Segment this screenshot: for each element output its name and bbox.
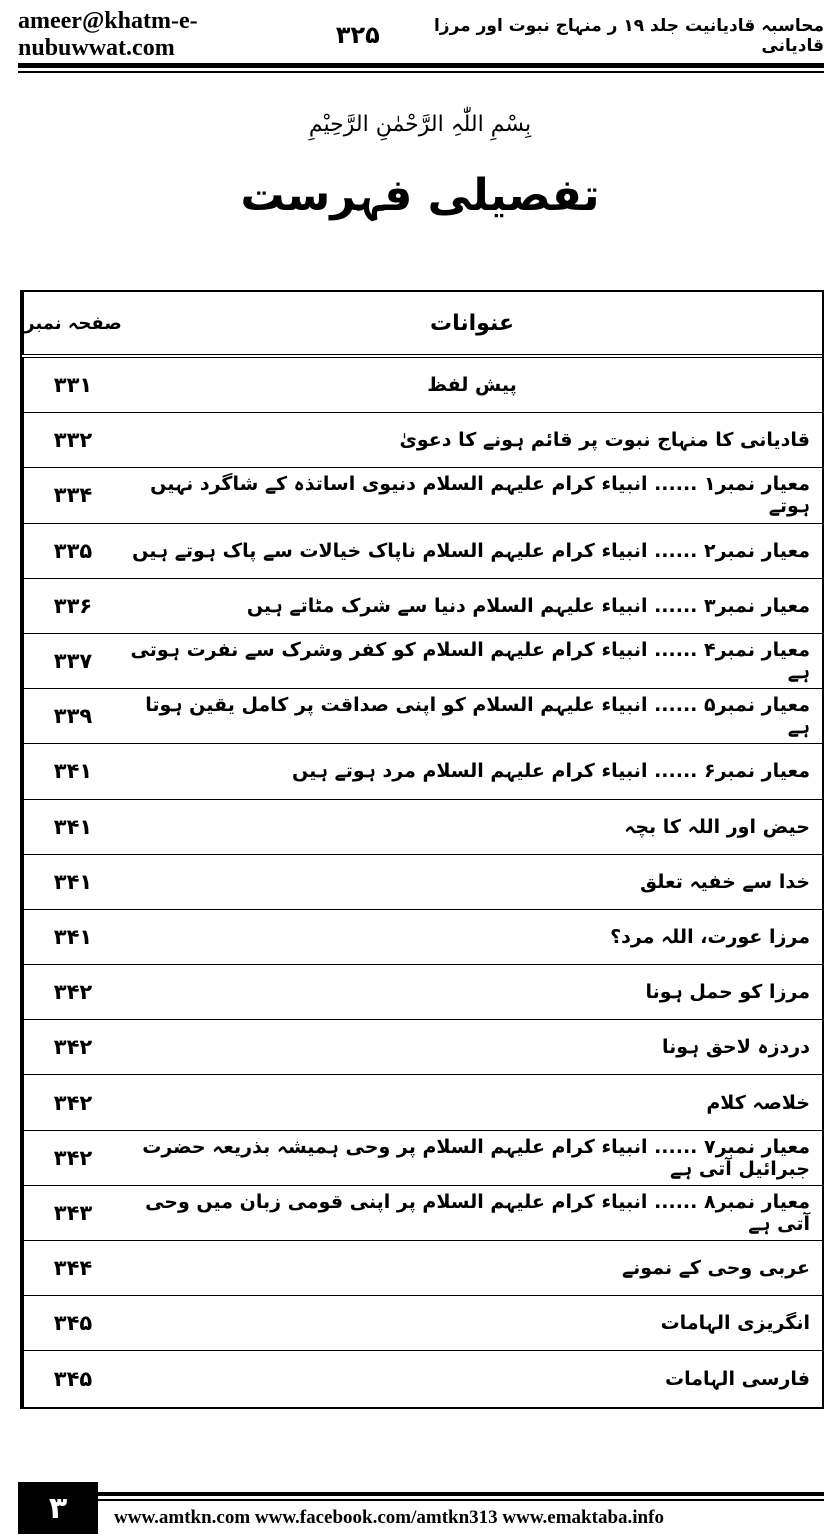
toc-header-row (22, 292, 822, 358)
toc-entry-title: مرزا کو حمل ہونا (645, 981, 810, 1004)
toc-row (22, 413, 822, 468)
toc-row (22, 965, 822, 1020)
toc-row (22, 1131, 822, 1186)
header-email: ameer@khatm-e-nubuwwat.com (18, 8, 198, 61)
toc-row (22, 468, 822, 523)
toc-entry-title: معیار نمبر۱ ...... انبیاء کرام علیہم السلام دنیوی اساتذہ کے شاگرد نہیں ہوتے (150, 473, 810, 518)
toc-entry-title: فارسی الہامات (665, 1367, 810, 1390)
toc-entry-page: ۳۴۳ (22, 1186, 122, 1240)
toc-entry-page: ۳۴۲ (22, 1131, 122, 1185)
toc-row (22, 634, 822, 689)
toc-body (22, 358, 822, 1407)
toc-entry-page: ۳۳۴ (22, 468, 122, 522)
toc-row (22, 1075, 822, 1130)
toc-entry-title: معیار نمبر۳ ...... انبیاء علیہم السلام دنیا سے شرک مٹاتے ہیں (246, 594, 810, 617)
toc-entry-page: ۳۴۱ (22, 910, 122, 964)
toc-entry-title: معیار نمبر۵ ...... انبیاء علیہم السلام کو اپنی صداقت پر کامل یقین ہوتا ہے (145, 694, 810, 739)
toc-entry-title: خدا سے خفیہ تعلق (640, 870, 810, 893)
page-footer (18, 1482, 824, 1534)
toc-entry-title: خلاصہ کلام (706, 1091, 810, 1114)
header-right (336, 15, 824, 56)
toc-entry-title: معیار نمبر۶ ...... انبیاء کرام علیہم السلام مرد ہوتے ہیں (291, 760, 810, 783)
toc-entry-title: قادیانی کا منہاج نبوت پر قائم ہونے کا دعویٰ (399, 429, 810, 452)
toc-row (22, 1020, 822, 1075)
toc-entry-page: ۳۳۶ (22, 579, 122, 633)
toc-row (22, 358, 822, 413)
book-title: محاسبہ قادیانیت جلد ۱۹ ر منہاج نبوت اور مرزا قادیانی (433, 15, 824, 56)
toc-table (20, 290, 824, 1409)
toc-row (22, 1186, 822, 1241)
toc-entry-page: ۳۳۷ (22, 634, 122, 688)
toc-entry-title: انگریزی الہامات (660, 1312, 810, 1335)
toc-row (22, 689, 822, 744)
toc-entry-page: ۳۴۴ (22, 1241, 122, 1295)
toc-entry-title: حیض اور اللہ کا بچہ (624, 815, 810, 838)
column-header-title: عنوانات (430, 310, 514, 336)
page-title: تفصیلی فہرست (240, 170, 600, 221)
toc-entry-title: معیار نمبر۸ ...... انبیاء کرام علیہم السلام پر اپنی قومی زبان میں وحی آتی ہے (145, 1190, 810, 1235)
toc-entry-title: معیار نمبر۲ ...... انبیاء کرام علیہم السلام ناپاک خیالات سے پاک ہوتے ہیں (132, 539, 810, 562)
toc-entry-page: ۳۴۵ (22, 1351, 122, 1406)
toc-row (22, 1296, 822, 1351)
toc-entry-title: دردزہ لاحق ہونا (661, 1036, 810, 1059)
bismillah: بِسْمِ اللّٰہِ الرَّحْمٰنِ الرَّحِیْمِ (308, 112, 532, 137)
toc-entry-page: ۳۴۱ (22, 744, 122, 798)
toc-entry-page: ۳۴۲ (22, 965, 122, 1019)
toc-entry-page: ۳۴۲ (22, 1075, 122, 1129)
toc-entry-page: ۳۳۱ (22, 358, 122, 412)
footer-rule-thin (98, 1499, 824, 1501)
footer-page-number: ۳ (18, 1482, 98, 1534)
column-header-page: صفحہ نمبر (22, 292, 122, 354)
toc-entry-page: ۳۳۲ (22, 413, 122, 467)
toc-entry-page: ۳۴۱ (22, 800, 122, 854)
toc-entry-page: ۳۴۲ (22, 1020, 122, 1074)
toc-row (22, 744, 822, 799)
toc-entry-page: ۳۳۹ (22, 689, 122, 743)
header-rule-thin (18, 71, 824, 73)
footer-links: www.amtkn.com www.facebook.com/amtkn313 www.emaktaba.info (114, 1507, 664, 1528)
toc-row (22, 800, 822, 855)
page-header (18, 10, 824, 60)
header-page-number: ۳۲۵ (335, 21, 380, 49)
header-rule (18, 63, 824, 68)
toc-row (22, 910, 822, 965)
toc-row (22, 524, 822, 579)
footer-rule (98, 1492, 824, 1496)
toc-entry-title: معیار نمبر۷ ...... انبیاء کرام علیہم السلام پر وحی ہمیشہ بذریعہ حضرت جبرائیل آتی ہے (142, 1135, 810, 1180)
toc-entry-page: ۳۳۵ (22, 524, 122, 578)
toc-entry-page: ۳۴۱ (22, 855, 122, 909)
toc-row (22, 579, 822, 634)
toc-entry-title: عربی وحی کے نمونے (622, 1257, 810, 1280)
toc-row (22, 1351, 822, 1406)
toc-entry-title: پیش لفظ (427, 374, 517, 397)
toc-row (22, 1241, 822, 1296)
toc-entry-title: مرزا عورت، اللہ مرد؟ (610, 925, 810, 948)
toc-row (22, 855, 822, 910)
toc-entry-page: ۳۴۵ (22, 1296, 122, 1350)
toc-entry-title: معیار نمبر۴ ...... انبیاء کرام علیہم السلام کو کفر وشرک سے نفرت ہوتی ہے (130, 639, 810, 684)
